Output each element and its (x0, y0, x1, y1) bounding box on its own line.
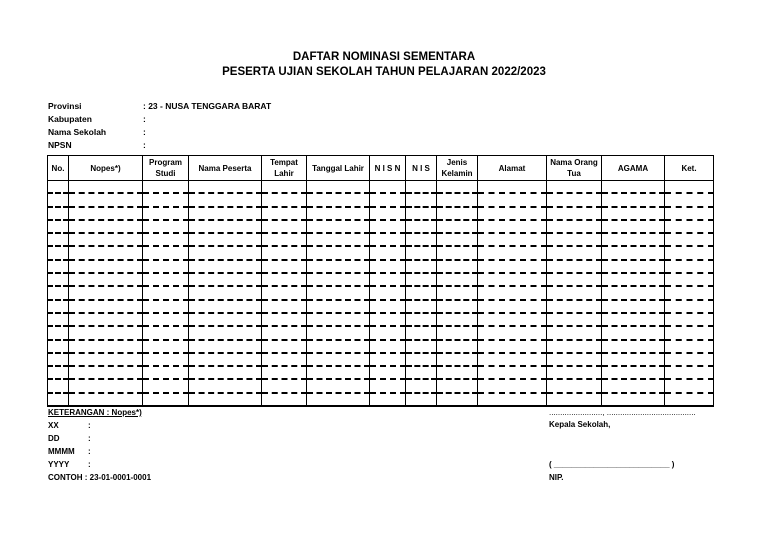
table-cell (478, 207, 547, 220)
table-cell (370, 366, 406, 379)
signature-role: Kepala Sekolah, (549, 420, 611, 429)
table-cell (406, 246, 437, 259)
table-cell (370, 207, 406, 220)
table-body (48, 181, 714, 407)
table-row (48, 340, 714, 353)
info-value: : (143, 114, 146, 124)
table-cell (406, 273, 437, 286)
table-cell (69, 340, 143, 353)
table-cell (437, 353, 478, 366)
signature-name-line: ( __________________________ ) (549, 460, 675, 469)
table-cell (189, 286, 262, 299)
table-cell (262, 273, 307, 286)
col-header-nopes: Nopes*) (69, 156, 143, 181)
table-cell (602, 260, 665, 273)
table-cell (48, 260, 69, 273)
table-cell (406, 207, 437, 220)
table-cell (143, 273, 189, 286)
table-cell (69, 286, 143, 299)
col-header-nama-peserta: Nama Peserta (189, 156, 262, 181)
table-cell (48, 286, 69, 299)
table-cell (665, 273, 714, 286)
table-cell (189, 340, 262, 353)
table-cell (69, 193, 143, 206)
table-cell (189, 326, 262, 339)
table-cell (48, 366, 69, 379)
table-cell (48, 393, 69, 406)
table-cell (665, 313, 714, 326)
table-cell (406, 220, 437, 233)
table-cell (262, 366, 307, 379)
table-cell (547, 353, 602, 366)
col-header-nisn: N I S N (370, 156, 406, 181)
signature-nip: NIP. (549, 473, 564, 482)
table-cell (602, 313, 665, 326)
table-cell (547, 260, 602, 273)
table-cell (307, 181, 370, 194)
table-cell (602, 326, 665, 339)
table-cell (547, 313, 602, 326)
contoh-text: CONTOH : 23-01-0001-0001 (48, 473, 152, 482)
table-cell (262, 393, 307, 406)
table-cell (69, 233, 143, 246)
table-cell (665, 340, 714, 353)
info-label: NPSN (48, 140, 72, 150)
table-row (48, 393, 714, 406)
table-cell (478, 260, 547, 273)
table-cell (437, 207, 478, 220)
table-cell (262, 260, 307, 273)
table-cell (143, 340, 189, 353)
table-cell (406, 181, 437, 194)
table-cell (143, 286, 189, 299)
table-cell (370, 379, 406, 392)
table-cell (307, 340, 370, 353)
table-cell (547, 233, 602, 246)
table-cell (406, 326, 437, 339)
table-cell (665, 353, 714, 366)
table-cell (69, 273, 143, 286)
table-cell (307, 326, 370, 339)
col-header-program-studi: Program Studi (143, 156, 189, 181)
table-cell (189, 181, 262, 194)
table-cell (262, 233, 307, 246)
table-cell (307, 233, 370, 246)
info-value: : (143, 140, 146, 150)
table-cell (262, 181, 307, 194)
table-cell (48, 353, 69, 366)
table-cell (189, 353, 262, 366)
table-row (48, 326, 714, 339)
table-cell (48, 220, 69, 233)
table-cell (48, 246, 69, 259)
table-cell (143, 379, 189, 392)
table-cell (48, 273, 69, 286)
table-cell (602, 300, 665, 313)
col-header-alamat: Alamat (478, 156, 547, 181)
table-cell (48, 193, 69, 206)
table-cell (262, 313, 307, 326)
table-cell (48, 207, 69, 220)
table-cell (478, 379, 547, 392)
table-cell (478, 340, 547, 353)
table-cell (437, 393, 478, 406)
table-cell (406, 379, 437, 392)
table-cell (69, 260, 143, 273)
table-cell (189, 313, 262, 326)
table-cell (406, 393, 437, 406)
table-cell (69, 300, 143, 313)
table-cell (437, 246, 478, 259)
table-cell (48, 233, 69, 246)
table-cell (406, 366, 437, 379)
table-cell (547, 326, 602, 339)
table-cell (143, 246, 189, 259)
table-cell (143, 220, 189, 233)
keterangan-label: YYYY (48, 460, 70, 469)
table-cell (262, 286, 307, 299)
table-cell (437, 379, 478, 392)
table-cell (406, 260, 437, 273)
table-cell (370, 393, 406, 406)
table-cell (547, 379, 602, 392)
table-cell (370, 181, 406, 194)
table-cell (406, 233, 437, 246)
table-cell (665, 220, 714, 233)
table-row (48, 246, 714, 259)
table-cell (370, 300, 406, 313)
table-cell (69, 313, 143, 326)
table-cell (262, 379, 307, 392)
col-header-agama: AGAMA (602, 156, 665, 181)
col-header-nama-orang-tua: Nama Orang Tua (547, 156, 602, 181)
table-cell (48, 340, 69, 353)
table-cell (665, 379, 714, 392)
table-cell (437, 313, 478, 326)
table-cell (478, 393, 547, 406)
table-cell (262, 220, 307, 233)
table-cell (602, 353, 665, 366)
table-row (48, 207, 714, 220)
table-cell (189, 393, 262, 406)
table-cell (602, 220, 665, 233)
table-cell (370, 326, 406, 339)
col-header-nis: N I S (406, 156, 437, 181)
table-cell (307, 273, 370, 286)
table-cell (602, 366, 665, 379)
table-cell (69, 379, 143, 392)
table-cell (69, 246, 143, 259)
table-cell (143, 207, 189, 220)
table-cell (69, 181, 143, 194)
table-cell (478, 220, 547, 233)
table-cell (602, 233, 665, 246)
table-cell (437, 366, 478, 379)
table-cell (143, 181, 189, 194)
table-cell (307, 300, 370, 313)
table-cell (69, 207, 143, 220)
col-header-tempat-lahir: Tempat Lahir (262, 156, 307, 181)
table-cell (406, 353, 437, 366)
table-cell (478, 353, 547, 366)
table-row (48, 379, 714, 392)
table-cell (69, 220, 143, 233)
table-cell (48, 313, 69, 326)
table-cell (665, 246, 714, 259)
table-cell (437, 260, 478, 273)
info-label: Nama Sekolah (48, 127, 107, 137)
table-cell (665, 193, 714, 206)
keterangan-colon: : (88, 421, 91, 430)
table-row (48, 193, 714, 206)
table-cell (478, 300, 547, 313)
table-cell (478, 246, 547, 259)
table-cell (189, 273, 262, 286)
table-header-row (48, 156, 714, 181)
table-cell (478, 313, 547, 326)
table-cell (189, 233, 262, 246)
table-cell (547, 393, 602, 406)
table-row (48, 273, 714, 286)
table-cell (69, 326, 143, 339)
table-cell (189, 220, 262, 233)
table-cell (307, 207, 370, 220)
table-cell (262, 353, 307, 366)
table-cell (143, 313, 189, 326)
table-cell (262, 193, 307, 206)
table-cell (143, 300, 189, 313)
table-cell (665, 233, 714, 246)
table-row (48, 286, 714, 299)
table-cell (478, 326, 547, 339)
table-cell (189, 366, 262, 379)
table-cell (437, 273, 478, 286)
nomination-table (47, 155, 714, 407)
table-cell (437, 181, 478, 194)
table-cell (602, 193, 665, 206)
table-cell (370, 246, 406, 259)
table-cell (437, 220, 478, 233)
table-cell (262, 340, 307, 353)
table-cell (602, 181, 665, 194)
keterangan-label: MMMM (48, 447, 75, 456)
table-cell (370, 313, 406, 326)
table-cell (370, 220, 406, 233)
table-cell (665, 326, 714, 339)
table-cell (262, 246, 307, 259)
table-cell (437, 286, 478, 299)
table-row (48, 366, 714, 379)
keterangan-colon: : (88, 434, 91, 443)
table-cell (437, 340, 478, 353)
table-cell (189, 193, 262, 206)
table-cell (370, 340, 406, 353)
table-cell (437, 193, 478, 206)
table-cell (406, 300, 437, 313)
keterangan-colon: : (88, 460, 91, 469)
table-cell (665, 300, 714, 313)
table-row (48, 181, 714, 194)
table-cell (48, 326, 69, 339)
table-cell (665, 286, 714, 299)
keterangan-heading: KETERANGAN : Nopes*) (48, 408, 142, 417)
table-cell (602, 340, 665, 353)
document-subtitle: PESERTA UJIAN SEKOLAH TAHUN PELAJARAN 2022/2023 (222, 66, 546, 78)
table-cell (69, 353, 143, 366)
table-cell (143, 353, 189, 366)
table-cell (307, 366, 370, 379)
table-row (48, 313, 714, 326)
info-value: : 23 - NUSA TENGGARA BARAT (143, 101, 272, 111)
table-cell (143, 233, 189, 246)
table-cell (665, 393, 714, 406)
table-cell (602, 379, 665, 392)
table-cell (478, 181, 547, 194)
info-label: Provinsi (48, 101, 82, 111)
table-cell (307, 220, 370, 233)
table-cell (48, 300, 69, 313)
table-cell (478, 233, 547, 246)
table-cell (48, 181, 69, 194)
col-header-ket: Ket. (665, 156, 714, 181)
table-cell (189, 300, 262, 313)
table-cell (547, 300, 602, 313)
table-row (48, 260, 714, 273)
table-cell (547, 366, 602, 379)
keterangan-label: XX (48, 421, 59, 430)
table-cell (370, 260, 406, 273)
table-cell (370, 193, 406, 206)
table-cell (143, 366, 189, 379)
col-header-no: No. (48, 156, 69, 181)
table-cell (406, 313, 437, 326)
table-cell (189, 246, 262, 259)
table-cell (665, 181, 714, 194)
table-cell (406, 286, 437, 299)
table-cell (478, 286, 547, 299)
col-header-jenis-kelamin: Jenis Kelamin (437, 156, 478, 181)
table-cell (262, 326, 307, 339)
document-title: DAFTAR NOMINASI SEMENTARA (292, 51, 476, 63)
info-value: : (143, 127, 146, 137)
table-cell (547, 220, 602, 233)
table-cell (69, 393, 143, 406)
table-cell (478, 366, 547, 379)
table-row (48, 300, 714, 313)
table-cell (48, 379, 69, 392)
table-cell (665, 260, 714, 273)
table-cell (602, 286, 665, 299)
table-row (48, 353, 714, 366)
table-cell (547, 286, 602, 299)
table-cell (370, 233, 406, 246)
table-row (48, 220, 714, 233)
table-cell (307, 193, 370, 206)
table-cell (370, 286, 406, 299)
table-cell (547, 340, 602, 353)
table-cell (143, 326, 189, 339)
table-cell (547, 193, 602, 206)
table-cell (307, 379, 370, 392)
col-header-tanggal-lahir: Tanggal Lahir (307, 156, 370, 181)
table-cell (69, 366, 143, 379)
table-cell (307, 246, 370, 259)
table-cell (547, 207, 602, 220)
table-cell (547, 246, 602, 259)
table-cell (262, 207, 307, 220)
table-cell (189, 207, 262, 220)
table-cell (406, 193, 437, 206)
table-cell (602, 207, 665, 220)
table-cell (547, 273, 602, 286)
table-cell (307, 286, 370, 299)
table-cell (665, 366, 714, 379)
table-cell (602, 246, 665, 259)
table-cell (307, 393, 370, 406)
table-cell (307, 313, 370, 326)
table-cell (189, 379, 262, 392)
table-cell (478, 273, 547, 286)
table-cell (370, 353, 406, 366)
keterangan-colon: : (88, 447, 91, 456)
table-cell (143, 393, 189, 406)
table-cell (665, 207, 714, 220)
table-cell (307, 260, 370, 273)
table-cell (602, 393, 665, 406)
table-cell (143, 260, 189, 273)
table-cell (262, 300, 307, 313)
table-cell (406, 340, 437, 353)
table-cell (307, 353, 370, 366)
table-cell (437, 233, 478, 246)
table-cell (370, 273, 406, 286)
table-cell (143, 193, 189, 206)
table-cell (602, 273, 665, 286)
table-cell (437, 300, 478, 313)
keterangan-label: DD (48, 434, 60, 443)
info-label: Kabupaten (48, 114, 92, 124)
table-cell (437, 326, 478, 339)
table-row (48, 233, 714, 246)
signature-place-date: ........................, ........................................ (549, 408, 696, 417)
table-cell (478, 193, 547, 206)
table-cell (547, 181, 602, 194)
table-cell (189, 260, 262, 273)
